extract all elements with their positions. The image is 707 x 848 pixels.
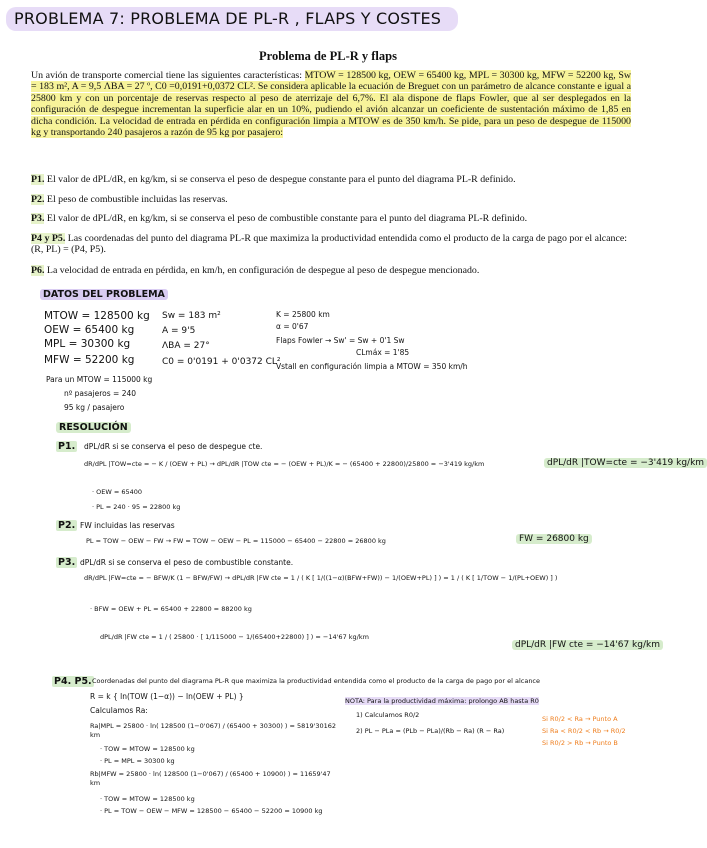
dato-clmax: CLmáx = 1'85: [356, 348, 410, 357]
p45-ra-note-pl: · PL = MPL = 30300 kg: [100, 757, 175, 765]
p2-label: P2.: [58, 520, 76, 531]
question-p2: [31, 194, 631, 205]
question-p1: [31, 174, 631, 185]
nota-case-2: Si Ra < R0/2 < Rb → R0/2: [542, 727, 626, 735]
question-p4-p5: [31, 233, 631, 256]
p45-ra-note-tow: · TOW = MTOW = 128500 kg: [100, 745, 195, 753]
p3-equation-numeric: dPL/dR |FW cte = 1 / ( 25800 · [ 1/115000 − 1/(65400+22800) ] ) = −14'67 kg/km: [100, 633, 369, 641]
p3-label: P3.: [58, 557, 76, 568]
dato-lambda: ΛBA = 27°: [162, 341, 210, 351]
nota-case-1: Si R0/2 < Ra → Punto A: [542, 715, 618, 723]
datos-heading: DATOS DEL PROBLEMA: [40, 289, 168, 300]
nota-case-3: Si R0/2 > Rb → Punto B: [542, 739, 618, 747]
p1-result: dPL/dR |TOW=cte = −3'419 kg/km: [544, 458, 707, 468]
dato-mtow: MTOW = 128500 kg: [44, 310, 150, 322]
dato-alpha: α = 0'67: [276, 322, 309, 331]
dato-oew: OEW = 65400 kg: [44, 324, 135, 336]
p1-title: dPL/dR si se conserva el peso de despegue cte.: [84, 442, 263, 451]
question-p6: [31, 265, 631, 276]
question-id: P3.: [31, 213, 45, 224]
p1-equation: dR/dPL |TOW=cte = − K / (OEW + PL) → dPL/dR |TOW cte = − (OEW + PL)/K = − (65400 + 22800)/25800 = −3'419 kg/km: [84, 460, 485, 468]
p3-equation: dR/dPL |FW=cte = − BFW/K (1 − BFW/FW) → dPL/dR |FW cte = 1 / ( K [ 1/((1−α)(BFW+FW)) − 1/(OEW+PL) ] ) = 1 / ( K [ 1/TOW − 1/(PL+OEW) ] ): [84, 574, 558, 582]
p3-note-bfw: · BFW = OEW + PL = 65400 + 22800 = 88200 kg: [90, 605, 252, 613]
dato-a: A = 9'5: [162, 326, 196, 336]
question-text: El valor de dPL/dR, en kg/km, si se conserva el peso de combustible constante para el punto del diagrama PL-R definido.: [46, 213, 528, 224]
p45-calc-ra: Calculamos Ra:: [90, 706, 148, 715]
p1-label: P1.: [58, 441, 76, 452]
question-p3: [31, 213, 631, 224]
dato-sw: Sw = 183 m²: [162, 311, 221, 321]
p1-note-pl: · PL = 240 · 95 = 22800 kg: [92, 503, 181, 511]
p45-label: P4. P5.: [54, 676, 92, 687]
nota-title: [345, 697, 637, 706]
nota-step-2: 2) PL − PLa = (PLb − PLa)/(Rb − Ra) (R − Ra): [356, 727, 505, 735]
dato-mfw: MFW = 52200 kg: [44, 354, 135, 366]
statement-intro: [31, 70, 631, 138]
statement-title: Problema de PL-R y flaps: [259, 49, 397, 63]
question-id: P1.: [31, 174, 45, 185]
dato-pasajeros: nº pasajeros = 240: [64, 389, 137, 398]
dato-vstall: Vstall en configuración limpia a MTOW = 350 km/h: [276, 362, 468, 371]
p45-rb-note-pl: · PL = TOW − OEW − MFW = 128500 − 65400 − 52200 = 10900 kg: [100, 807, 323, 815]
question-text: El peso de combustible incluidas las reservas.: [46, 194, 228, 205]
p45-rb-note-tow: · TOW = MTOW = 128500 kg: [100, 795, 195, 803]
p45-ra: Ra|MPL = 25800 · ln( 128500 (1−0'067) / (65400 + 30300) ) = 5819'30162 km: [90, 722, 337, 739]
question-id: P4 y P5.: [31, 233, 66, 244]
p1-note-oew: · OEW = 65400: [92, 488, 143, 496]
p45-title: Coordenadas del punto del diagrama PL-R que maximiza la productividad entendida como el producto de la carga de pago por el alcance: [92, 677, 541, 685]
question-id: P2.: [31, 194, 45, 205]
question-text: El valor de dPL/dR, en kg/km, si se conserva el peso de despegue constante para el punto del diagrama PL-R definido.: [46, 174, 516, 185]
dato-flaps: Flaps Fowler → Sw' = Sw + 0'1 Sw: [276, 336, 405, 345]
p2-equation: PL = TOW − OEW − FW → FW = TOW − OEW − PL = 115000 − 65400 − 22800 = 26800 kg: [86, 537, 386, 545]
p2-result: FW = 26800 kg: [516, 534, 592, 544]
intro-lead: Un avión de transporte comercial tiene las siguientes características:: [31, 70, 305, 81]
dato-k: K = 25800 km: [276, 310, 330, 319]
dato-peso-pasajero: 95 kg / pasajero: [64, 403, 125, 412]
p3-title: dPL/dR si se conserva el peso de combustible constante.: [80, 558, 294, 567]
p45-rb: Rb|MFW = 25800 · ln( 128500 (1−0'067) / (65400 + 10900) ) = 11659'47 km: [90, 770, 331, 787]
question-text: La velocidad de entrada en pérdida, en km/h, en configuración de despegue al peso de despegue mencionado.: [46, 265, 480, 276]
question-id: P6.: [31, 265, 45, 276]
nota-highlight: NOTA: Para la productividad máxima: prolongo AB hasta R0: [345, 697, 539, 705]
p3-result: dPL/dR |FW cte = −14'67 kg/km: [512, 640, 663, 650]
question-text: Las coordenadas del punto del diagrama PL-R que maximiza la productividad entendida como el producto de la carga de pago por el alcance: (R, PL) = (P4, P5).: [31, 233, 627, 256]
nota-step-1: 1) Calculamos R0/2: [356, 711, 420, 719]
dato-c0: C0 = 0'0191 + 0'0372 CL²: [162, 357, 281, 367]
p45-breguet: R = k { ln(TOW (1−α)) − ln(OEW + PL) }: [90, 692, 244, 701]
dato-tow: Para un MTOW = 115000 kg: [46, 375, 153, 384]
page-title: PROBLEMA 7: PROBLEMA DE PL-R , FLAPS Y COSTES: [14, 9, 442, 28]
p2-title: FW incluidas las reservas: [80, 521, 175, 530]
dato-mpl: MPL = 30300 kg: [44, 338, 131, 350]
resolucion-heading: RESOLUCIÓN: [56, 422, 131, 433]
intro-highlighted-data: MTOW = 128500 kg, OEW = 65400 kg, MPL = 30300 kg, MFW = 52200 kg, Sw = 183 m², A = 9,5 ΛBA = 27 º, C0 =0,0191+0,0372 CL². Se considera aplicable la ecuación de Breguet con un parámetro de alcance constante e igual a 25800 km y con un porcentaje de reservas respecto al peso de aterrizaje del 6,7%. El ala dispone de flaps Fowler, que al ser desplegados en la configuración de despegue incrementan la superficie alar en un 10%, pudiendo el avión alcanzar un coeficiente de sustentación máximo de 1,85 en dicha condición. La velocidad de entrada en pérdida en configuración limpia a MTOW es de 350 km/h. Se pide, para un peso de despegue de 115000 kg y transportando 240 pasajeros a razón de 95 kg por pasajero:: [31, 70, 631, 139]
